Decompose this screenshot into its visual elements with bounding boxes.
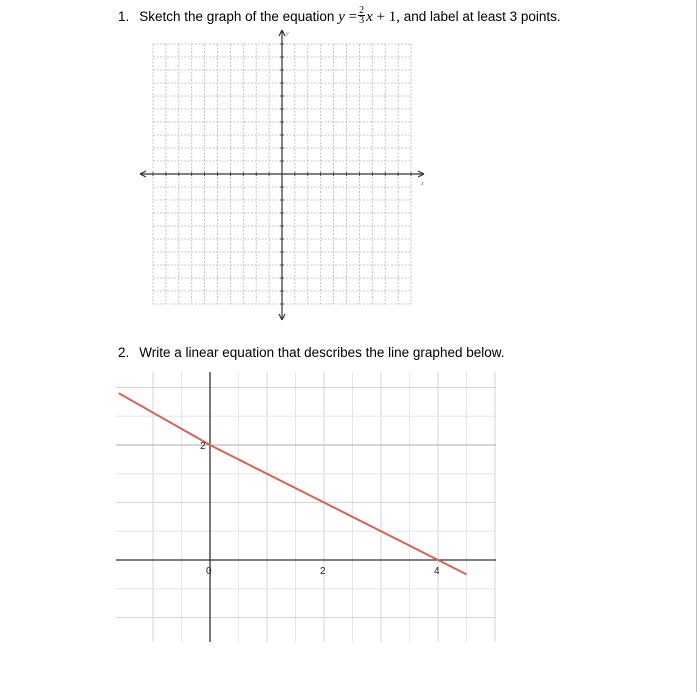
equation-rest: + 1, xyxy=(376,9,400,26)
x-tick-label: 2 xyxy=(320,566,326,577)
equation-x: x xyxy=(366,9,373,26)
fraction-denominator: 3 xyxy=(359,15,365,26)
series-line xyxy=(119,393,467,574)
x-tick-label: 0 xyxy=(206,566,212,577)
y-axis-label: y xyxy=(286,31,289,37)
y-tick-label: 2 xyxy=(200,441,206,452)
question-2-text: Write a linear equation that describes the line graphed below. xyxy=(139,345,505,360)
equation-y: y xyxy=(338,9,345,26)
x-axis-label: x xyxy=(421,181,424,187)
question-1-text-after: and label at least 3 points. xyxy=(403,9,561,25)
equation-equals: = xyxy=(348,9,358,26)
x-tick-label: 4 xyxy=(434,566,440,577)
fraction-numerator: 2 xyxy=(359,5,365,16)
blank-coordinate-grid xyxy=(140,30,424,320)
question-1-text: Sketch the graph of the equation xyxy=(139,9,335,25)
line-graph xyxy=(116,372,496,642)
question-1-number: 1. xyxy=(118,9,130,25)
question-2-number: 2. xyxy=(118,345,130,360)
